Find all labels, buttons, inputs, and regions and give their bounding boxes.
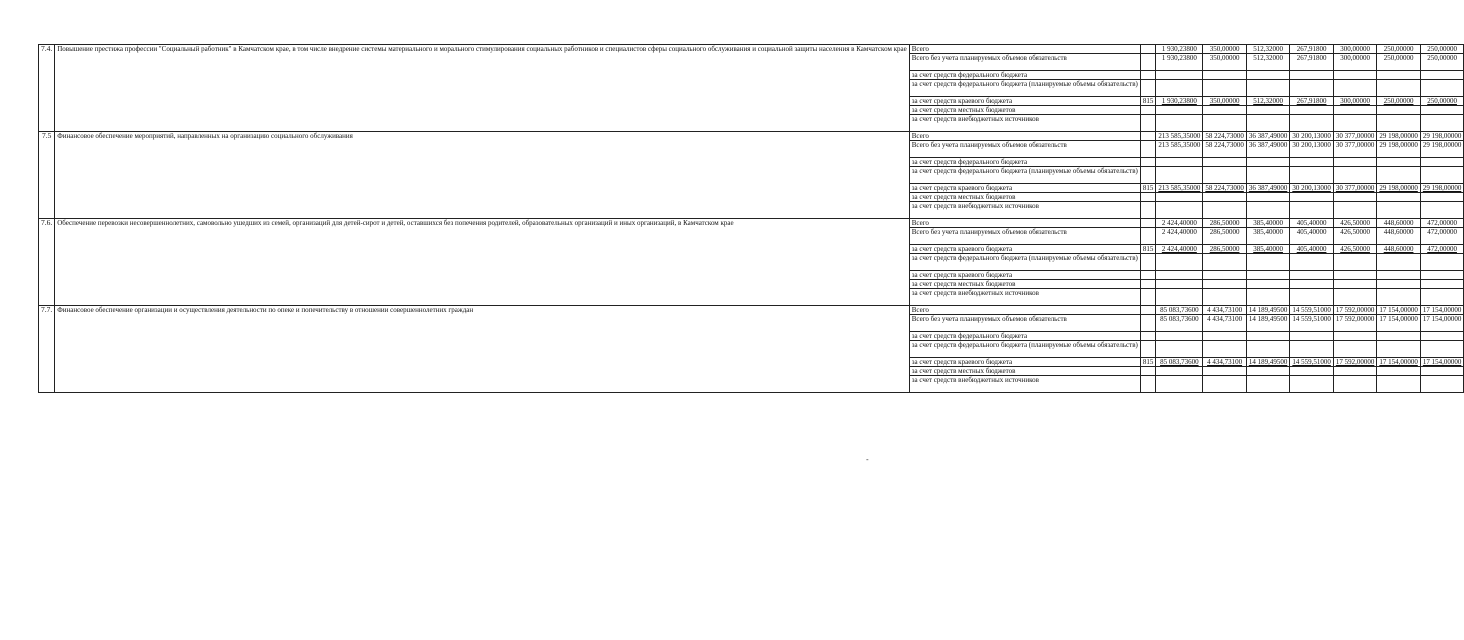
amount-cell	[1377, 80, 1421, 97]
amount-cell	[1246, 332, 1290, 341]
amount-cell	[1290, 376, 1334, 393]
funding-source: Всего без учета планируемых объемов обязательств	[909, 54, 1140, 71]
budget-code	[1140, 376, 1156, 393]
funding-source: за счет средств местных бюджетов	[909, 280, 1140, 289]
page-mark: -	[866, 455, 869, 464]
amount-cell	[1377, 167, 1421, 184]
amount-cell	[1156, 280, 1203, 289]
amount-cell	[1203, 280, 1247, 289]
amount-cell	[1333, 376, 1377, 393]
amount-cell: 29 198,00000	[1420, 141, 1464, 158]
amount-cell: 14 189,49500	[1246, 306, 1290, 315]
budget-code	[1140, 106, 1156, 115]
amount-cell	[1156, 341, 1203, 358]
amount-cell: 14 559,51000	[1290, 358, 1334, 367]
funding-source: за счет средств федерального бюджета (планируемые объемы обязательств)	[909, 80, 1140, 97]
amount-cell	[1290, 71, 1334, 80]
amount-cell	[1420, 289, 1464, 306]
funding-source: за счет средств местных бюджетов	[909, 367, 1140, 376]
budget-code: 815	[1140, 358, 1156, 367]
amount-cell	[1290, 80, 1334, 97]
amount-cell	[1203, 376, 1247, 393]
amount-cell	[1246, 289, 1290, 306]
amount-cell: 426,50000	[1333, 245, 1377, 254]
section-number: 7.4.	[39, 45, 55, 132]
section-number: 7.7.	[39, 306, 55, 393]
amount-cell: 512,32000	[1246, 54, 1290, 71]
funding-source: за счет средств федерального бюджета	[909, 158, 1140, 167]
funding-source: за счет средств федерального бюджета (планируемые объемы обязательств)	[909, 254, 1140, 271]
amount-cell	[1203, 115, 1247, 132]
amount-cell: 512,32000	[1246, 97, 1290, 106]
amount-cell: 30 377,00000	[1333, 141, 1377, 158]
budget-code	[1140, 219, 1156, 228]
amount-cell	[1246, 71, 1290, 80]
amount-cell	[1246, 193, 1290, 202]
amount-cell	[1420, 193, 1464, 202]
amount-cell: 2 424,40000	[1156, 219, 1203, 228]
funding-source: за счет средств федерального бюджета (планируемые объемы обязательств)	[909, 167, 1140, 184]
budget-code	[1140, 71, 1156, 80]
budget-code	[1140, 141, 1156, 158]
amount-cell: 30 200,13000	[1290, 132, 1334, 141]
amount-cell: 30 377,00000	[1333, 132, 1377, 141]
amount-cell: 29 198,00000	[1420, 184, 1464, 193]
amount-cell	[1333, 193, 1377, 202]
amount-cell	[1156, 289, 1203, 306]
amount-cell: 2 424,40000	[1156, 228, 1203, 245]
amount-cell	[1377, 202, 1421, 219]
amount-cell	[1203, 106, 1247, 115]
funding-source: Всего	[909, 306, 1140, 315]
amount-cell	[1377, 271, 1421, 280]
amount-cell	[1420, 271, 1464, 280]
amount-cell	[1420, 167, 1464, 184]
amount-cell	[1156, 254, 1203, 271]
amount-cell	[1333, 332, 1377, 341]
amount-cell: 17 154,00000	[1377, 358, 1421, 367]
amount-cell: 14 189,49500	[1246, 358, 1290, 367]
table-row	[39, 219, 1464, 228]
amount-cell: 350,00000	[1203, 54, 1247, 71]
amount-cell	[1290, 193, 1334, 202]
amount-cell	[1377, 115, 1421, 132]
amount-cell: 250,00000	[1377, 97, 1421, 106]
amount-cell: 17 154,00000	[1420, 315, 1464, 332]
amount-cell	[1156, 202, 1203, 219]
amount-cell: 4 434,73100	[1203, 315, 1247, 332]
amount-cell	[1156, 376, 1203, 393]
amount-cell	[1246, 115, 1290, 132]
amount-cell	[1290, 332, 1334, 341]
amount-cell	[1203, 167, 1247, 184]
amount-cell	[1420, 376, 1464, 393]
amount-cell	[1246, 367, 1290, 376]
measure-title: Финансовое обеспечение организации и осуществления деятельности по опеке и попечительству в отношении совершеннолетних граждан	[55, 306, 910, 393]
amount-cell: 30 200,13000	[1290, 141, 1334, 158]
budget-code	[1140, 54, 1156, 71]
amount-cell: 85 083,73600	[1156, 315, 1203, 332]
amount-cell	[1290, 289, 1334, 306]
funding-source: за счет средств местных бюджетов	[909, 106, 1140, 115]
amount-cell	[1246, 254, 1290, 271]
amount-cell: 512,32000	[1246, 45, 1290, 54]
amount-cell	[1333, 158, 1377, 167]
amount-cell: 85 083,73600	[1156, 358, 1203, 367]
amount-cell	[1290, 115, 1334, 132]
budget-code	[1140, 254, 1156, 271]
amount-cell	[1203, 367, 1247, 376]
amount-cell: 472,00000	[1420, 245, 1464, 254]
funding-source: за счет средств краевого бюджета	[909, 358, 1140, 367]
amount-cell: 286,50000	[1203, 228, 1247, 245]
amount-cell	[1377, 158, 1421, 167]
budget-code	[1140, 289, 1156, 306]
amount-cell	[1377, 254, 1421, 271]
amount-cell: 29 198,00000	[1377, 141, 1421, 158]
budget-code	[1140, 367, 1156, 376]
funding-source: за счет средств краевого бюджета	[909, 184, 1140, 193]
amount-cell: 385,40000	[1246, 228, 1290, 245]
amount-cell	[1246, 280, 1290, 289]
amount-cell: 14 189,49500	[1246, 315, 1290, 332]
amount-cell: 36 387,49000	[1246, 132, 1290, 141]
funding-source: Всего	[909, 132, 1140, 141]
amount-cell	[1203, 332, 1247, 341]
amount-cell	[1333, 115, 1377, 132]
budget-code	[1140, 167, 1156, 184]
amount-cell	[1420, 341, 1464, 358]
funding-source: за счет средств внебюджетных источников	[909, 115, 1140, 132]
amount-cell	[1246, 376, 1290, 393]
amount-cell: 300,00000	[1333, 45, 1377, 54]
amount-cell: 250,00000	[1420, 97, 1464, 106]
amount-cell	[1246, 158, 1290, 167]
amount-cell: 385,40000	[1246, 245, 1290, 254]
amount-cell: 29 198,00000	[1420, 132, 1464, 141]
amount-cell	[1333, 289, 1377, 306]
amount-cell	[1156, 158, 1203, 167]
amount-cell: 30 377,00000	[1333, 184, 1377, 193]
amount-cell: 472,00000	[1420, 219, 1464, 228]
funding-source: за счет средств местных бюджетов	[909, 193, 1140, 202]
funding-source: Всего	[909, 45, 1140, 54]
amount-cell	[1156, 115, 1203, 132]
budget-code	[1140, 115, 1156, 132]
funding-source: за счет средств краевого бюджета	[909, 271, 1140, 280]
measure-title: Обеспечение перевозки несовершеннолетних, самовольно ушедших из семей, организаций для детей-сирот и детей, оставшихся без попечения родителей, образовательных организаций и иных организаций, в Камчатском крае	[55, 219, 910, 306]
amount-cell	[1156, 271, 1203, 280]
amount-cell	[1333, 71, 1377, 80]
funding-source: Всего без учета планируемых объемов обязательств	[909, 141, 1140, 158]
budget-code	[1140, 341, 1156, 358]
amount-cell: 300,00000	[1333, 54, 1377, 71]
amount-cell: 2 424,40000	[1156, 245, 1203, 254]
funding-source: за счет средств федерального бюджета	[909, 71, 1140, 80]
amount-cell	[1156, 167, 1203, 184]
measure-title: Финансовое обеспечение мероприятий, направленных на организацию социального обслуживания	[55, 132, 910, 219]
amount-cell	[1420, 202, 1464, 219]
amount-cell	[1290, 202, 1334, 219]
amount-cell	[1290, 158, 1334, 167]
amount-cell: 213 585,35000	[1156, 184, 1203, 193]
amount-cell	[1333, 80, 1377, 97]
amount-cell	[1377, 280, 1421, 289]
budget-code	[1140, 306, 1156, 315]
amount-cell	[1156, 80, 1203, 97]
amount-cell	[1290, 167, 1334, 184]
budget-code	[1140, 271, 1156, 280]
amount-cell	[1203, 193, 1247, 202]
amount-cell	[1246, 80, 1290, 97]
budget-code	[1140, 332, 1156, 341]
amount-cell: 14 559,51000	[1290, 306, 1334, 315]
amount-cell	[1333, 106, 1377, 115]
amount-cell	[1420, 367, 1464, 376]
amount-cell: 29 198,00000	[1377, 184, 1421, 193]
amount-cell: 405,40000	[1290, 219, 1334, 228]
funding-source: за счет средств федерального бюджета	[909, 332, 1140, 341]
amount-cell: 267,91800	[1290, 54, 1334, 71]
amount-cell	[1420, 80, 1464, 97]
table-row	[39, 132, 1464, 141]
amount-cell	[1203, 254, 1247, 271]
amount-cell	[1156, 332, 1203, 341]
amount-cell	[1203, 158, 1247, 167]
funding-source: за счет средств федерального бюджета (планируемые объемы обязательств)	[909, 341, 1140, 358]
amount-cell	[1420, 332, 1464, 341]
amount-cell: 250,00000	[1377, 54, 1421, 71]
amount-cell: 58 224,73000	[1203, 132, 1247, 141]
funding-source: за счет средств внебюджетных источников	[909, 289, 1140, 306]
amount-cell	[1377, 106, 1421, 115]
funding-source: за счет средств краевого бюджета	[909, 97, 1140, 106]
amount-cell: 1 930,23800	[1156, 45, 1203, 54]
section-number: 7.5	[39, 132, 55, 219]
amount-cell	[1377, 193, 1421, 202]
amount-cell: 4 434,73100	[1203, 358, 1247, 367]
amount-cell: 405,40000	[1290, 245, 1334, 254]
amount-cell: 4 434,73100	[1203, 306, 1247, 315]
amount-cell: 448,60000	[1377, 245, 1421, 254]
budget-code	[1140, 80, 1156, 97]
amount-cell	[1246, 167, 1290, 184]
amount-cell	[1420, 254, 1464, 271]
amount-cell	[1333, 367, 1377, 376]
amount-cell	[1203, 80, 1247, 97]
amount-cell: 405,40000	[1290, 228, 1334, 245]
amount-cell	[1290, 367, 1334, 376]
amount-cell	[1156, 367, 1203, 376]
amount-cell: 350,00000	[1203, 97, 1247, 106]
amount-cell	[1290, 254, 1334, 271]
amount-cell: 30 200,13000	[1290, 184, 1334, 193]
budget-table	[38, 44, 1464, 393]
measure-title: Повышение престижа профессии "Социальный работник" в Камчатском крае, в том числе внедрение системы материального и морального стимулирования социальных работников и специалистов сферы социального обслуживания и социальной защиты населения в Камчатском крае	[55, 45, 910, 132]
budget-code	[1140, 315, 1156, 332]
budget-table-container	[38, 44, 1464, 393]
amount-cell: 17 592,00000	[1333, 315, 1377, 332]
amount-cell	[1420, 158, 1464, 167]
budget-code	[1140, 193, 1156, 202]
amount-cell: 426,50000	[1333, 228, 1377, 245]
amount-cell	[1377, 289, 1421, 306]
amount-cell: 58 224,73000	[1203, 184, 1247, 193]
section-number: 7.6.	[39, 219, 55, 306]
amount-cell	[1333, 254, 1377, 271]
amount-cell: 286,50000	[1203, 219, 1247, 228]
amount-cell: 17 154,00000	[1420, 306, 1464, 315]
amount-cell	[1203, 71, 1247, 80]
funding-source: Всего без учета планируемых объемов обязательств	[909, 315, 1140, 332]
amount-cell: 14 559,51000	[1290, 315, 1334, 332]
amount-cell: 1 930,23800	[1156, 54, 1203, 71]
amount-cell	[1420, 106, 1464, 115]
table-row	[39, 45, 1464, 54]
amount-cell: 448,60000	[1377, 219, 1421, 228]
amount-cell	[1156, 193, 1203, 202]
budget-code	[1140, 45, 1156, 54]
amount-cell: 250,00000	[1420, 54, 1464, 71]
funding-source: Всего	[909, 219, 1140, 228]
amount-cell	[1246, 271, 1290, 280]
budget-code	[1140, 132, 1156, 141]
funding-source: за счет средств внебюджетных источников	[909, 376, 1140, 393]
budget-code	[1140, 280, 1156, 289]
amount-cell: 250,00000	[1377, 45, 1421, 54]
amount-cell	[1203, 341, 1247, 358]
budget-code	[1140, 228, 1156, 245]
amount-cell: 17 154,00000	[1377, 315, 1421, 332]
amount-cell	[1420, 280, 1464, 289]
amount-cell	[1156, 106, 1203, 115]
amount-cell: 17 592,00000	[1333, 306, 1377, 315]
funding-source: Всего без учета планируемых объемов обязательств	[909, 228, 1140, 245]
amount-cell: 300,00000	[1333, 97, 1377, 106]
amount-cell: 29 198,00000	[1377, 132, 1421, 141]
amount-cell	[1246, 106, 1290, 115]
amount-cell	[1246, 202, 1290, 219]
table-row	[39, 306, 1464, 315]
amount-cell: 267,91800	[1290, 45, 1334, 54]
amount-cell	[1290, 271, 1334, 280]
amount-cell	[1246, 341, 1290, 358]
amount-cell	[1333, 271, 1377, 280]
budget-code: 815	[1140, 97, 1156, 106]
amount-cell	[1420, 115, 1464, 132]
amount-cell	[1333, 341, 1377, 358]
amount-cell: 58 224,73000	[1203, 141, 1247, 158]
amount-cell	[1203, 271, 1247, 280]
amount-cell	[1290, 280, 1334, 289]
amount-cell	[1290, 106, 1334, 115]
amount-cell: 448,60000	[1377, 228, 1421, 245]
amount-cell: 213 585,35000	[1156, 141, 1203, 158]
amount-cell	[1377, 341, 1421, 358]
amount-cell: 1 930,23800	[1156, 97, 1203, 106]
funding-source: за счет средств внебюджетных источников	[909, 202, 1140, 219]
amount-cell: 36 387,49000	[1246, 141, 1290, 158]
amount-cell	[1333, 167, 1377, 184]
amount-cell: 17 592,00000	[1333, 358, 1377, 367]
amount-cell	[1377, 376, 1421, 393]
amount-cell: 36 387,49000	[1246, 184, 1290, 193]
amount-cell	[1156, 71, 1203, 80]
amount-cell: 426,50000	[1333, 219, 1377, 228]
budget-code	[1140, 202, 1156, 219]
amount-cell	[1333, 280, 1377, 289]
amount-cell: 17 154,00000	[1420, 358, 1464, 367]
budget-code: 815	[1140, 245, 1156, 254]
amount-cell	[1290, 341, 1334, 358]
amount-cell	[1377, 367, 1421, 376]
amount-cell	[1377, 332, 1421, 341]
amount-cell: 286,50000	[1203, 245, 1247, 254]
amount-cell: 250,00000	[1420, 45, 1464, 54]
amount-cell: 213 585,35000	[1156, 132, 1203, 141]
amount-cell	[1203, 202, 1247, 219]
amount-cell	[1203, 289, 1247, 306]
budget-code	[1140, 158, 1156, 167]
amount-cell	[1420, 71, 1464, 80]
amount-cell	[1377, 71, 1421, 80]
amount-cell: 472,00000	[1420, 228, 1464, 245]
funding-source: за счет средств краевого бюджета	[909, 245, 1140, 254]
amount-cell: 85 083,73600	[1156, 306, 1203, 315]
amount-cell: 267,91800	[1290, 97, 1334, 106]
amount-cell: 17 154,00000	[1377, 306, 1421, 315]
budget-code: 815	[1140, 184, 1156, 193]
amount-cell	[1333, 202, 1377, 219]
amount-cell: 350,00000	[1203, 45, 1247, 54]
amount-cell: 385,40000	[1246, 219, 1290, 228]
